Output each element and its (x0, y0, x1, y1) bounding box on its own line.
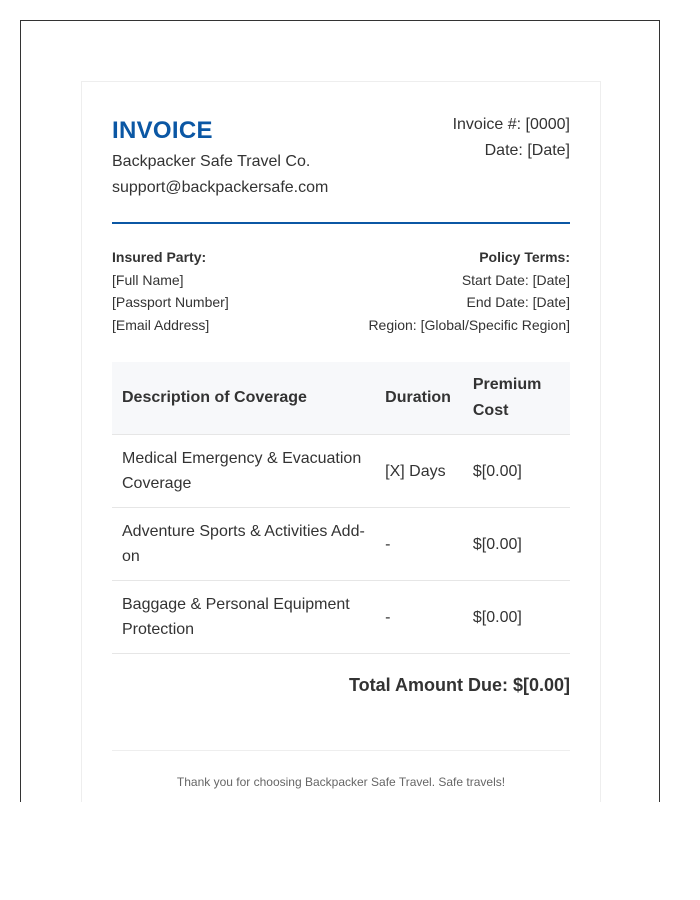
company-name: Backpacker Safe Travel Co. (112, 153, 311, 170)
policy-region: Region: [Global/Specific Region] (368, 316, 570, 333)
policy-start-date: Start Date: [Date] (461, 271, 570, 288)
invoice-number: Invoice #: [0000] (452, 116, 570, 133)
policy-terms (368, 248, 570, 338)
row-duration: - (375, 508, 463, 581)
row-description: Adventure Sports & Activities Add-on (112, 508, 375, 581)
invoice-date: Date: [Date] (484, 142, 570, 159)
row-duration: - (375, 581, 463, 654)
policy-end-date: End Date: [Date] (466, 294, 570, 310)
invoice-header (112, 112, 570, 224)
header-premium-cost: Premium Cost (463, 362, 570, 435)
row-premium-cost: $[0.00] (463, 581, 570, 654)
footer-divider (112, 750, 570, 751)
table-row (112, 581, 570, 654)
insured-full-name: [Full Name] (112, 271, 184, 288)
row-premium-cost: $[0.00] (463, 508, 570, 581)
header-duration: Duration (375, 362, 463, 435)
total-amount-due: Total Amount Due: $[0.00] (348, 675, 570, 695)
insured-party-heading: Insured Party: (112, 249, 207, 265)
invoice-title: INVOICE (112, 117, 213, 144)
row-description: Baggage & Personal Equipment Protection (112, 581, 375, 654)
table-row (112, 435, 570, 508)
footer-message: Thank you for choosing Backpacker Safe Travel. Safe travels! (176, 775, 506, 789)
coverage-table (112, 362, 570, 654)
company-email: support@backpackersafe.com (112, 179, 329, 196)
policy-terms-heading: Policy Terms: (479, 249, 570, 265)
row-description: Medical Emergency & Evacuation Coverage (112, 435, 375, 508)
insured-passport-number: [Passport Number] (112, 294, 229, 310)
row-duration: [X] Days (375, 435, 463, 508)
header-description: Description of Coverage (112, 362, 375, 435)
insured-email-address: [Email Address] (112, 316, 210, 333)
insured-party (112, 248, 229, 338)
parties-section (112, 224, 570, 364)
row-premium-cost: $[0.00] (463, 435, 570, 508)
table-row (112, 508, 570, 581)
invoice-content (112, 112, 570, 789)
table-header-row (112, 362, 570, 435)
